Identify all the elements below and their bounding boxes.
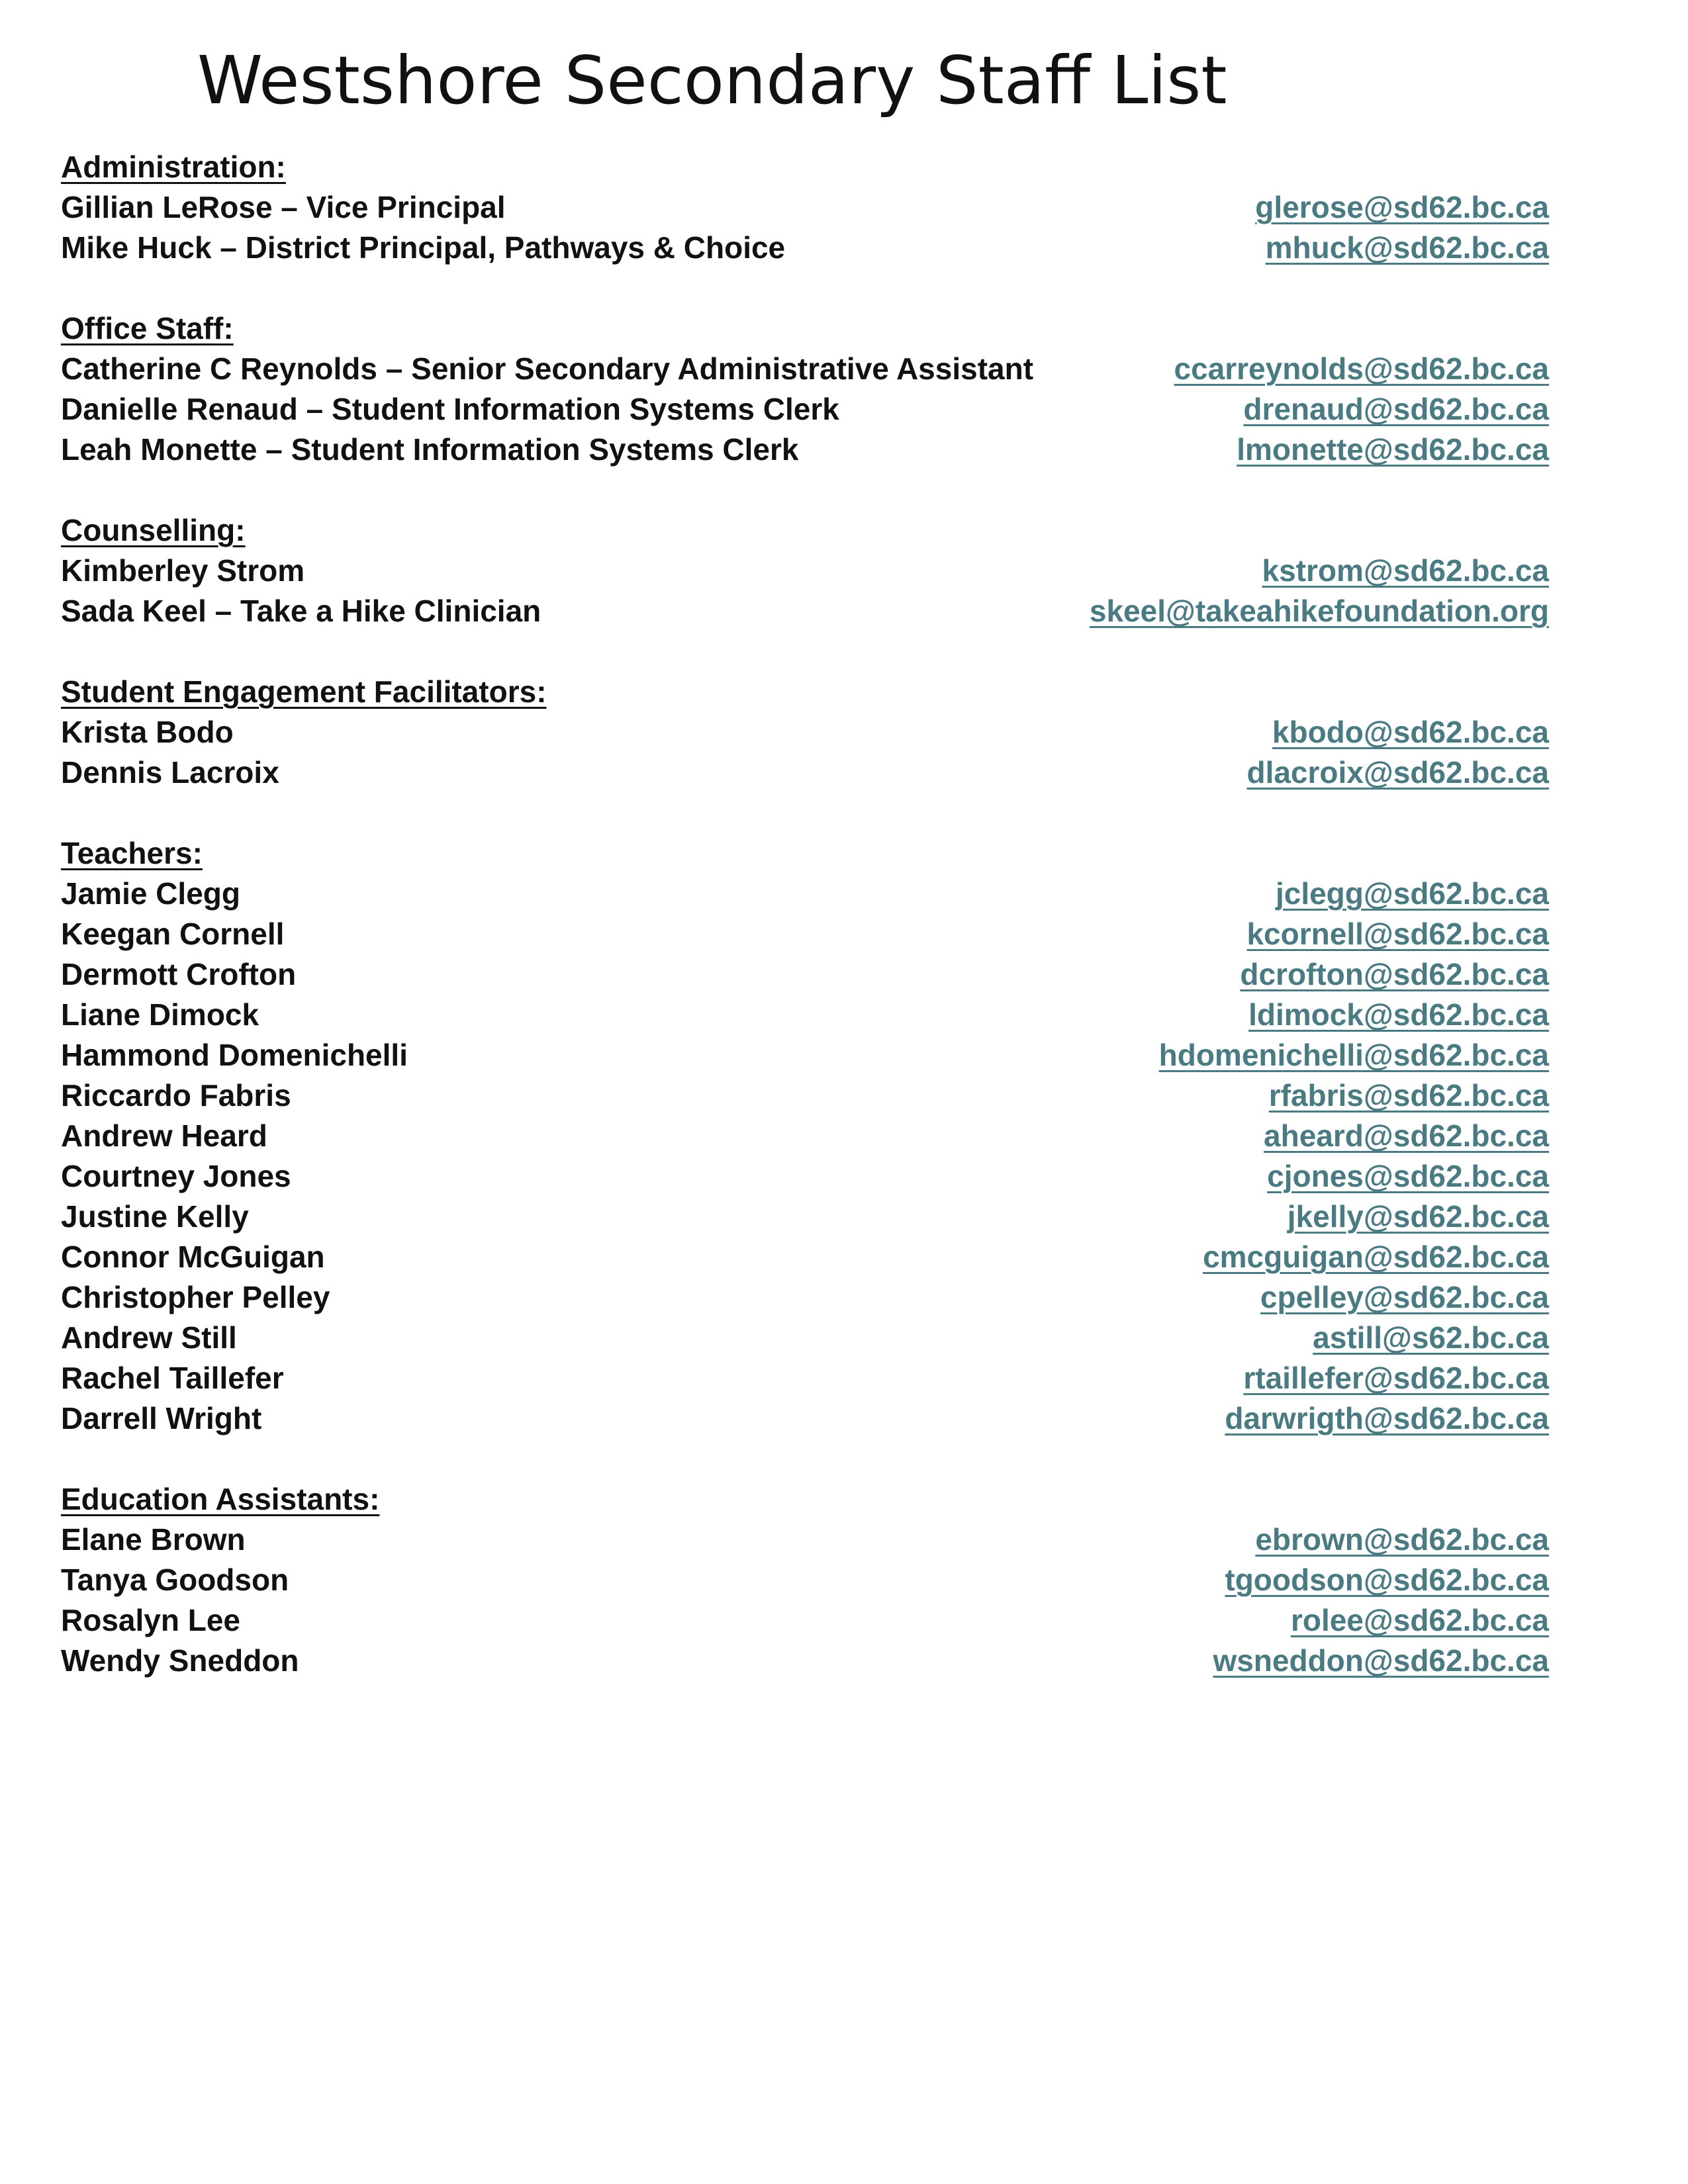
- staff-entry: [61, 1075, 1549, 1116]
- staff-name-role: Catherine C Reynolds – Senior Secondary Administrative Assistant: [61, 351, 1034, 386]
- staff-name-role: Mike Huck – District Principal, Pathways & Choice: [61, 230, 786, 265]
- staff-entry: [61, 1318, 1549, 1358]
- staff-name-role: Krista Bodo: [61, 715, 234, 749]
- staff-entry: [61, 1156, 1549, 1197]
- staff-name-role: Christopher Pelley: [61, 1280, 330, 1314]
- staff-name-role: Jamie Clegg: [61, 876, 240, 911]
- staff-section: [61, 147, 1549, 268]
- staff-entry: [61, 1641, 1549, 1681]
- email-link[interactable]: aheard@sd62.bc.ca: [1264, 1118, 1549, 1153]
- staff-entry: [61, 954, 1549, 995]
- section-heading: Counselling:: [61, 513, 246, 547]
- staff-name-role: Gillian LeRose – Vice Principal: [61, 190, 506, 224]
- staff-name-role: Wendy Sneddon: [61, 1643, 299, 1678]
- email-link[interactable]: ccarreynolds@sd62.bc.ca: [1174, 351, 1549, 386]
- email-link[interactable]: skeel@takeahikefoundation.org: [1089, 594, 1549, 628]
- staff-name-role: Hammond Domenichelli: [61, 1038, 408, 1072]
- staff-name-role: Courtney Jones: [61, 1159, 291, 1193]
- staff-name-role: Kimberley Strom: [61, 553, 305, 588]
- staff-entry: [61, 1277, 1549, 1318]
- email-link[interactable]: lmonette@sd62.bc.ca: [1237, 432, 1549, 467]
- staff-section: [61, 510, 1549, 631]
- staff-entry: [61, 874, 1549, 914]
- staff-entry: [61, 1358, 1549, 1398]
- email-link[interactable]: cmcguigan@sd62.bc.ca: [1203, 1240, 1549, 1274]
- email-link[interactable]: wsneddon@sd62.bc.ca: [1213, 1643, 1549, 1678]
- staff-name-role: Connor McGuigan: [61, 1240, 325, 1274]
- email-link[interactable]: darwrigth@sd62.bc.ca: [1225, 1401, 1549, 1435]
- staff-section: [61, 308, 1549, 470]
- staff-name-role: Rachel Taillefer: [61, 1361, 284, 1395]
- staff-name-role: Sada Keel – Take a Hike Clinician: [61, 594, 541, 628]
- staff-entry: [61, 1237, 1549, 1277]
- staff-entry: [61, 914, 1549, 954]
- staff-name-role: Elane Brown: [61, 1522, 246, 1557]
- email-link[interactable]: rolee@sd62.bc.ca: [1290, 1603, 1549, 1637]
- email-link[interactable]: dlacroix@sd62.bc.ca: [1246, 755, 1549, 790]
- email-link[interactable]: kbodo@sd62.bc.ca: [1272, 715, 1549, 749]
- email-link[interactable]: cjones@sd62.bc.ca: [1267, 1159, 1549, 1193]
- email-link[interactable]: rtaillefer@sd62.bc.ca: [1243, 1361, 1549, 1395]
- staff-list: [61, 147, 1549, 1721]
- staff-entry: [61, 228, 1549, 268]
- email-link[interactable]: glerose@sd62.bc.ca: [1255, 190, 1549, 224]
- email-link[interactable]: tgoodson@sd62.bc.ca: [1225, 1563, 1549, 1597]
- email-link[interactable]: kstrom@sd62.bc.ca: [1262, 553, 1549, 588]
- email-link[interactable]: ebrown@sd62.bc.ca: [1255, 1522, 1549, 1557]
- email-link[interactable]: hdomenichelli@sd62.bc.ca: [1158, 1038, 1549, 1072]
- page-title: Westshore Secondary Staff List: [197, 42, 1227, 119]
- staff-entry: [61, 1600, 1549, 1641]
- staff-entry: [61, 1035, 1549, 1075]
- staff-entry: [61, 1116, 1549, 1156]
- staff-name-role: Dermott Crofton: [61, 957, 297, 991]
- section-heading: Office Staff:: [61, 311, 234, 345]
- email-link[interactable]: jclegg@sd62.bc.ca: [1275, 876, 1549, 911]
- staff-entry: [61, 389, 1549, 430]
- section-heading: Education Assistants:: [61, 1482, 380, 1516]
- staff-entry: [61, 430, 1549, 470]
- staff-name-role: Dennis Lacroix: [61, 755, 279, 790]
- email-link[interactable]: dcrofton@sd62.bc.ca: [1240, 957, 1549, 991]
- section-heading: Teachers:: [61, 836, 203, 870]
- staff-section: [61, 833, 1549, 1439]
- staff-entry: [61, 1520, 1549, 1560]
- staff-entry: [61, 995, 1549, 1035]
- email-link[interactable]: astill@s62.bc.ca: [1313, 1320, 1549, 1355]
- staff-entry: [61, 591, 1549, 631]
- staff-name-role: Riccardo Fabris: [61, 1078, 291, 1113]
- staff-entry: [61, 712, 1549, 752]
- staff-name-role: Andrew Still: [61, 1320, 237, 1355]
- staff-section: [61, 672, 1549, 793]
- section-heading: Student Engagement Facilitators:: [61, 674, 547, 709]
- staff-entry: [61, 1398, 1549, 1439]
- staff-entry: [61, 551, 1549, 591]
- email-link[interactable]: drenaud@sd62.bc.ca: [1243, 392, 1549, 426]
- staff-entry: [61, 349, 1549, 389]
- email-link[interactable]: mhuck@sd62.bc.ca: [1265, 230, 1549, 265]
- email-link[interactable]: jkelly@sd62.bc.ca: [1287, 1199, 1549, 1234]
- staff-name-role: Darrell Wright: [61, 1401, 262, 1435]
- staff-name-role: Tanya Goodson: [61, 1563, 289, 1597]
- staff-section: [61, 1479, 1549, 1681]
- staff-name-role: Rosalyn Lee: [61, 1603, 240, 1637]
- staff-name-role: Leah Monette – Student Information Systems Clerk: [61, 432, 799, 467]
- staff-name-role: Keegan Cornell: [61, 917, 285, 951]
- staff-name-role: Danielle Renaud – Student Information Systems Clerk: [61, 392, 839, 426]
- staff-entry: [61, 752, 1549, 793]
- email-link[interactable]: kcornell@sd62.bc.ca: [1246, 917, 1549, 951]
- email-link[interactable]: cpelley@sd62.bc.ca: [1260, 1280, 1549, 1314]
- section-heading: Administration:: [61, 150, 286, 184]
- staff-entry: [61, 1560, 1549, 1600]
- staff-name-role: Andrew Heard: [61, 1118, 267, 1153]
- staff-entry: [61, 187, 1549, 228]
- staff-entry: [61, 1197, 1549, 1237]
- email-link[interactable]: ldimock@sd62.bc.ca: [1248, 997, 1549, 1032]
- staff-name-role: Liane Dimock: [61, 997, 259, 1032]
- staff-name-role: Justine Kelly: [61, 1199, 249, 1234]
- email-link[interactable]: rfabris@sd62.bc.ca: [1268, 1078, 1549, 1113]
